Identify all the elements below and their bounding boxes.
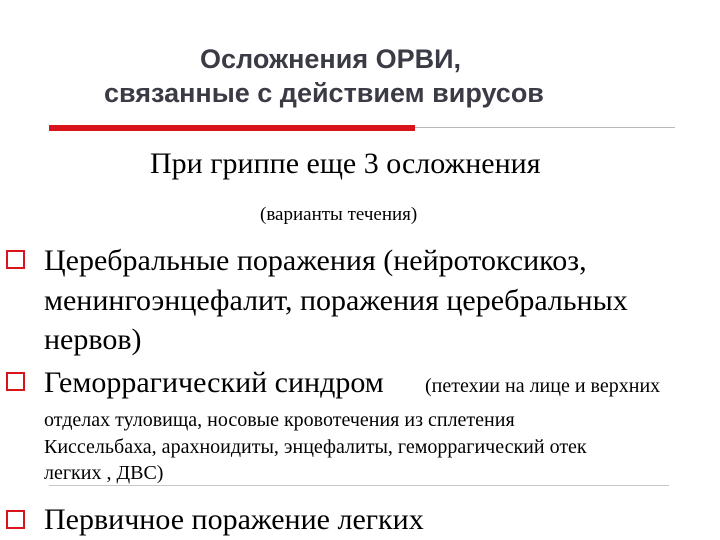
list-item-2-detail-line-1: (петехии на лице и верхних xyxy=(425,375,661,397)
title-underline-accent xyxy=(49,125,415,131)
list-item-1-line-3: нервов) xyxy=(44,323,142,356)
slide-title-line-1: Осложнения ОРВИ, xyxy=(200,44,461,74)
list-item-2-main: Геморрагический синдром xyxy=(44,366,384,399)
title-underline-thin xyxy=(415,127,675,128)
list-item-1-line-1: Церебральные поражения (нейротоксикоз, xyxy=(44,244,587,277)
list-item-2-detail-line-4: легких , ДВС) xyxy=(44,462,164,484)
variants-note: (варианты течения) xyxy=(260,204,418,225)
list-item-1-line-2: менингоэнцефалит, поражения церебральных xyxy=(44,284,628,317)
list-item-2-detail-line-2: отделах туловища, носовые кровотечения из сплетения xyxy=(44,409,515,431)
bullet-square-icon xyxy=(6,510,25,529)
list-item-2-detail-line-3: Киссельбаха, арахноидиты, энцефалиты, геморрагический отек xyxy=(44,436,587,458)
divider-line xyxy=(49,485,669,486)
bullet-square-icon xyxy=(6,372,25,391)
slide-title-line-2: связанные с действием вирусов xyxy=(104,78,544,108)
bullet-square-icon xyxy=(6,250,25,269)
slide-subtitle: При гриппе еще 3 осложнения xyxy=(150,147,541,180)
list-item-3-line-1: Первичное поражение легких xyxy=(44,503,424,536)
